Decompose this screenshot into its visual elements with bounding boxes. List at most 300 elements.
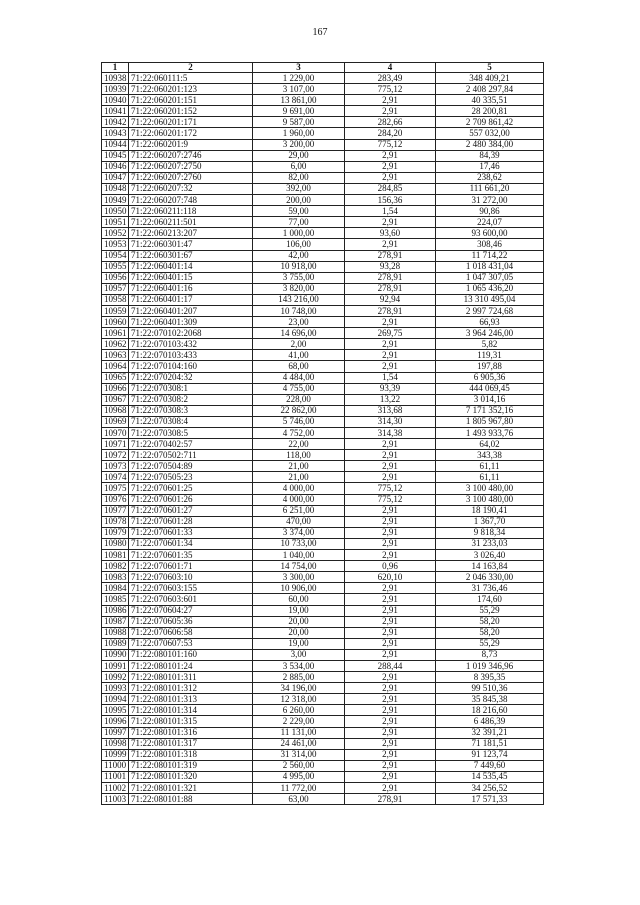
table-row <box>102 594 544 605</box>
cadastral-number-cell: 71:22:070601:33 <box>129 527 253 538</box>
area-cell: 77,00 <box>253 217 345 228</box>
area-cell: 21,00 <box>253 461 345 472</box>
table-row <box>102 206 544 217</box>
rate-cell: 2,91 <box>345 738 436 749</box>
row-number-cell: 10996 <box>102 716 129 727</box>
cadastral-number-cell: 71:22:060301:67 <box>129 250 253 261</box>
cadastral-number-cell: 71:22:070601:28 <box>129 516 253 527</box>
value-cell: 55,29 <box>436 638 544 649</box>
row-number-cell: 10980 <box>102 538 129 549</box>
value-cell: 61,11 <box>436 461 544 472</box>
row-number-cell: 10948 <box>102 183 129 194</box>
area-cell: 19,00 <box>253 605 345 616</box>
table-row <box>102 627 544 638</box>
table-row <box>102 405 544 416</box>
table-row <box>102 649 544 660</box>
area-cell: 10 733,00 <box>253 538 345 549</box>
table-row <box>102 705 544 716</box>
cadastral-number-cell: 71:22:070603:601 <box>129 594 253 605</box>
rate-cell: 775,12 <box>345 494 436 505</box>
rate-cell: 2,91 <box>345 594 436 605</box>
table-row <box>102 95 544 106</box>
cadastral-number-cell: 71:22:070308:3 <box>129 405 253 416</box>
column-header-4: 4 <box>345 63 436 73</box>
rate-cell: 1,54 <box>345 206 436 217</box>
table-row <box>102 660 544 671</box>
area-cell: 23,00 <box>253 317 345 328</box>
cadastral-number-cell: 71:22:060207:2746 <box>129 150 253 161</box>
area-cell: 3,00 <box>253 649 345 660</box>
area-cell: 10 906,00 <box>253 583 345 594</box>
value-cell: 7 449,60 <box>436 760 544 771</box>
row-number-cell: 10946 <box>102 161 129 172</box>
rate-cell: 2,91 <box>345 172 436 183</box>
table-row <box>102 472 544 483</box>
rate-cell: 2,91 <box>345 672 436 683</box>
rate-cell: 288,44 <box>345 660 436 671</box>
table-row <box>102 760 544 771</box>
table-row <box>102 272 544 283</box>
table-row <box>102 505 544 516</box>
value-cell: 3 964 246,00 <box>436 328 544 339</box>
cadastral-number-cell: 71:22:070308:2 <box>129 394 253 405</box>
rate-cell: 620,10 <box>345 572 436 583</box>
value-cell: 64,02 <box>436 439 544 450</box>
row-number-cell: 10990 <box>102 649 129 660</box>
cadastral-number-cell: 71:22:080101:24 <box>129 660 253 671</box>
area-cell: 20,00 <box>253 616 345 627</box>
table-row <box>102 139 544 150</box>
cadastral-number-cell: 71:22:070603:10 <box>129 572 253 583</box>
table-row <box>102 161 544 172</box>
table-body <box>102 73 544 805</box>
table-row <box>102 428 544 439</box>
row-number-cell: 10975 <box>102 483 129 494</box>
column-header-1: 1 <box>102 63 129 73</box>
value-cell: 308,46 <box>436 239 544 250</box>
table-row <box>102 638 544 649</box>
cadastral-number-cell: 71:22:070502:711 <box>129 450 253 461</box>
area-cell: 143 216,00 <box>253 294 345 305</box>
value-cell: 71 181,51 <box>436 738 544 749</box>
cadastral-number-cell: 71:22:060401:15 <box>129 272 253 283</box>
value-cell: 2 709 861,42 <box>436 117 544 128</box>
value-cell: 7 171 352,16 <box>436 405 544 416</box>
table-row <box>102 117 544 128</box>
table-row <box>102 439 544 450</box>
row-number-cell: 10961 <box>102 328 129 339</box>
table-row <box>102 416 544 427</box>
rate-cell: 278,91 <box>345 272 436 283</box>
table-row <box>102 783 544 794</box>
table-row <box>102 328 544 339</box>
table-row <box>102 228 544 239</box>
row-number-cell: 10977 <box>102 505 129 516</box>
rate-cell: 2,91 <box>345 727 436 738</box>
cadastral-number-cell: 71:22:070601:26 <box>129 494 253 505</box>
area-cell: 392,00 <box>253 183 345 194</box>
rate-cell: 282,66 <box>345 117 436 128</box>
value-cell: 90,86 <box>436 206 544 217</box>
row-number-cell: 10988 <box>102 627 129 638</box>
row-number-cell: 10958 <box>102 294 129 305</box>
cadastral-number-cell: 71:22:080101:316 <box>129 727 253 738</box>
value-cell: 1 805 967,80 <box>436 416 544 427</box>
value-cell: 1 019 346,96 <box>436 660 544 671</box>
cadastral-number-cell: 71:22:060201:151 <box>129 95 253 106</box>
cadastral-number-cell: 71:22:060213:207 <box>129 228 253 239</box>
row-number-cell: 10947 <box>102 172 129 183</box>
row-number-cell: 10991 <box>102 660 129 671</box>
value-cell: 3 100 480,00 <box>436 483 544 494</box>
row-number-cell: 10965 <box>102 372 129 383</box>
table-row <box>102 172 544 183</box>
value-cell: 444 069,45 <box>436 383 544 394</box>
value-cell: 55,29 <box>436 605 544 616</box>
data-table <box>101 62 544 805</box>
cadastral-number-cell: 71:22:060207:748 <box>129 195 253 206</box>
table-row <box>102 195 544 206</box>
area-cell: 106,00 <box>253 239 345 250</box>
value-cell: 99 510,36 <box>436 683 544 694</box>
row-number-cell: 10954 <box>102 250 129 261</box>
value-cell: 224,07 <box>436 217 544 228</box>
value-cell: 14 163,84 <box>436 561 544 572</box>
rate-cell: 2,91 <box>345 239 436 250</box>
table-row <box>102 317 544 328</box>
rate-cell: 314,30 <box>345 416 436 427</box>
area-cell: 11 131,00 <box>253 727 345 738</box>
row-number-cell: 10969 <box>102 416 129 427</box>
area-cell: 1 000,00 <box>253 228 345 239</box>
rate-cell: 2,91 <box>345 705 436 716</box>
table-row <box>102 794 544 805</box>
column-header-2: 2 <box>129 63 253 73</box>
area-cell: 34 196,00 <box>253 683 345 694</box>
rate-cell: 278,91 <box>345 250 436 261</box>
table-row <box>102 128 544 139</box>
table-row <box>102 516 544 527</box>
value-cell: 61,11 <box>436 472 544 483</box>
cadastral-number-cell: 71:22:060207:2750 <box>129 161 253 172</box>
table-row <box>102 239 544 250</box>
row-number-cell: 10955 <box>102 261 129 272</box>
value-cell: 13 310 495,04 <box>436 294 544 305</box>
table-row <box>102 771 544 782</box>
rate-cell: 313,68 <box>345 405 436 416</box>
area-cell: 20,00 <box>253 627 345 638</box>
area-cell: 21,00 <box>253 472 345 483</box>
area-cell: 4 752,00 <box>253 428 345 439</box>
rate-cell: 278,91 <box>345 305 436 316</box>
area-cell: 12 318,00 <box>253 694 345 705</box>
area-cell: 9 691,00 <box>253 106 345 117</box>
cadastral-number-cell: 71:22:070104:160 <box>129 361 253 372</box>
value-cell: 1 047 307,05 <box>436 272 544 283</box>
row-number-cell: 10979 <box>102 527 129 538</box>
table-row <box>102 672 544 683</box>
table-row <box>102 683 544 694</box>
cadastral-number-cell: 71:22:080101:313 <box>129 694 253 705</box>
area-cell: 13 861,00 <box>253 95 345 106</box>
value-cell: 2 997 724,68 <box>436 305 544 316</box>
area-cell: 29,00 <box>253 150 345 161</box>
value-cell: 8,73 <box>436 649 544 660</box>
table-row <box>102 749 544 760</box>
value-cell: 2 046 330,00 <box>436 572 544 583</box>
row-number-cell: 10963 <box>102 350 129 361</box>
rate-cell: 2,91 <box>345 472 436 483</box>
rate-cell: 2,91 <box>345 150 436 161</box>
cadastral-number-cell: 71:22:080101:88 <box>129 794 253 805</box>
value-cell: 3 026,40 <box>436 550 544 561</box>
row-number-cell: 10978 <box>102 516 129 527</box>
cadastral-number-cell: 71:22:070601:27 <box>129 505 253 516</box>
rate-cell: 2,91 <box>345 583 436 594</box>
cadastral-number-cell: 71:22:070103:432 <box>129 339 253 350</box>
cadastral-number-cell: 71:22:070605:36 <box>129 616 253 627</box>
value-cell: 58,20 <box>436 616 544 627</box>
rate-cell: 2,91 <box>345 106 436 117</box>
cadastral-number-cell: 71:22:080101:311 <box>129 672 253 683</box>
cadastral-number-cell: 71:22:070308:1 <box>129 383 253 394</box>
table-row <box>102 73 544 84</box>
table-row <box>102 261 544 272</box>
table-row <box>102 150 544 161</box>
row-number-cell: 10995 <box>102 705 129 716</box>
area-cell: 1 960,00 <box>253 128 345 139</box>
table-row <box>102 716 544 727</box>
cadastral-number-cell: 71:22:070601:35 <box>129 550 253 561</box>
row-number-cell: 11003 <box>102 794 129 805</box>
row-number-cell: 10998 <box>102 738 129 749</box>
row-number-cell: 10968 <box>102 405 129 416</box>
area-cell: 2 229,00 <box>253 716 345 727</box>
table-row <box>102 372 544 383</box>
cadastral-number-cell: 71:22:060201:172 <box>129 128 253 139</box>
rate-cell: 2,91 <box>345 450 436 461</box>
area-cell: 6 260,00 <box>253 705 345 716</box>
cadastral-number-cell: 71:22:080101:318 <box>129 749 253 760</box>
table-row <box>102 84 544 95</box>
value-cell: 6 486,39 <box>436 716 544 727</box>
rate-cell: 2,91 <box>345 694 436 705</box>
cadastral-number-cell: 71:22:060111:5 <box>129 73 253 84</box>
cadastral-number-cell: 71:22:060207:32 <box>129 183 253 194</box>
rate-cell: 93,28 <box>345 261 436 272</box>
row-number-cell: 10959 <box>102 305 129 316</box>
rate-cell: 2,91 <box>345 217 436 228</box>
value-cell: 84,39 <box>436 150 544 161</box>
area-cell: 22,00 <box>253 439 345 450</box>
cadastral-number-cell: 71:22:060401:309 <box>129 317 253 328</box>
row-number-cell: 10983 <box>102 572 129 583</box>
row-number-cell: 11001 <box>102 771 129 782</box>
rate-cell: 2,91 <box>345 760 436 771</box>
area-cell: 24 461,00 <box>253 738 345 749</box>
row-number-cell: 10986 <box>102 605 129 616</box>
rate-cell: 2,91 <box>345 616 436 627</box>
row-number-cell: 10982 <box>102 561 129 572</box>
rate-cell: 2,91 <box>345 361 436 372</box>
cadastral-number-cell: 71:22:060401:14 <box>129 261 253 272</box>
table-row <box>102 305 544 316</box>
value-cell: 31 736,46 <box>436 583 544 594</box>
cadastral-number-cell: 71:22:080101:317 <box>129 738 253 749</box>
value-cell: 40 335,51 <box>436 95 544 106</box>
area-cell: 10 748,00 <box>253 305 345 316</box>
table-row <box>102 494 544 505</box>
row-number-cell: 10945 <box>102 150 129 161</box>
row-number-cell: 10950 <box>102 206 129 217</box>
area-cell: 2,00 <box>253 339 345 350</box>
area-cell: 60,00 <box>253 594 345 605</box>
cadastral-number-cell: 71:22:070601:71 <box>129 561 253 572</box>
value-cell: 111 661,20 <box>436 183 544 194</box>
table-row <box>102 394 544 405</box>
page-number: 167 <box>312 27 328 38</box>
area-cell: 9 587,00 <box>253 117 345 128</box>
table-row <box>102 583 544 594</box>
row-number-cell: 10993 <box>102 683 129 694</box>
cadastral-number-cell: 71:22:070504:89 <box>129 461 253 472</box>
row-number-cell: 10960 <box>102 317 129 328</box>
cadastral-number-cell: 71:22:080101:319 <box>129 760 253 771</box>
area-cell: 3 534,00 <box>253 660 345 671</box>
cadastral-number-cell: 71:22:070102:2068 <box>129 328 253 339</box>
cadastral-number-cell: 71:22:080101:320 <box>129 771 253 782</box>
table-row <box>102 727 544 738</box>
area-cell: 14 754,00 <box>253 561 345 572</box>
table-row <box>102 250 544 261</box>
area-cell: 4 484,00 <box>253 372 345 383</box>
value-cell: 18 190,41 <box>436 505 544 516</box>
row-number-cell: 10999 <box>102 749 129 760</box>
cadastral-number-cell: 71:22:070402:57 <box>129 439 253 450</box>
area-cell: 63,00 <box>253 794 345 805</box>
value-cell: 14 535,45 <box>436 771 544 782</box>
value-cell: 1 493 933,76 <box>436 428 544 439</box>
row-number-cell: 10942 <box>102 117 129 128</box>
area-cell: 31 314,00 <box>253 749 345 760</box>
cadastral-number-cell: 71:22:060207:2760 <box>129 172 253 183</box>
area-cell: 68,00 <box>253 361 345 372</box>
row-number-cell: 10973 <box>102 461 129 472</box>
row-number-cell: 10966 <box>102 383 129 394</box>
value-cell: 174,60 <box>436 594 544 605</box>
row-number-cell: 10962 <box>102 339 129 350</box>
table-row <box>102 616 544 627</box>
row-number-cell: 10953 <box>102 239 129 250</box>
table-row <box>102 106 544 117</box>
row-number-cell: 10944 <box>102 139 129 150</box>
area-cell: 59,00 <box>253 206 345 217</box>
cadastral-number-cell: 71:22:070103:433 <box>129 350 253 361</box>
rate-cell: 2,91 <box>345 550 436 561</box>
cadastral-number-cell: 71:22:060401:17 <box>129 294 253 305</box>
area-cell: 2 560,00 <box>253 760 345 771</box>
cadastral-number-cell: 71:22:070603:155 <box>129 583 253 594</box>
cadastral-number-cell: 71:22:070601:34 <box>129 538 253 549</box>
area-cell: 1 229,00 <box>253 73 345 84</box>
table-row <box>102 450 544 461</box>
row-number-cell: 10994 <box>102 694 129 705</box>
area-cell: 22 862,00 <box>253 405 345 416</box>
cadastral-number-cell: 71:22:060201:123 <box>129 84 253 95</box>
rate-cell: 284,85 <box>345 183 436 194</box>
value-cell: 93 600,00 <box>436 228 544 239</box>
area-cell: 3 820,00 <box>253 283 345 294</box>
rate-cell: 2,91 <box>345 505 436 516</box>
table-row <box>102 738 544 749</box>
cadastral-number-cell: 71:22:060301:47 <box>129 239 253 250</box>
area-cell: 3 755,00 <box>253 272 345 283</box>
table-row <box>102 383 544 394</box>
rate-cell: 93,39 <box>345 383 436 394</box>
row-number-cell: 10952 <box>102 228 129 239</box>
rate-cell: 93,60 <box>345 228 436 239</box>
cadastral-number-cell: 71:22:060201:171 <box>129 117 253 128</box>
value-cell: 58,20 <box>436 627 544 638</box>
rate-cell: 2,91 <box>345 683 436 694</box>
area-cell: 4 755,00 <box>253 383 345 394</box>
area-cell: 3 107,00 <box>253 84 345 95</box>
row-number-cell: 11002 <box>102 783 129 794</box>
value-cell: 6 905,36 <box>436 372 544 383</box>
value-cell: 17 571,33 <box>436 794 544 805</box>
rate-cell: 775,12 <box>345 84 436 95</box>
value-cell: 8 395,35 <box>436 672 544 683</box>
table-row <box>102 461 544 472</box>
cadastral-number-cell: 71:22:080101:321 <box>129 783 253 794</box>
cadastral-number-cell: 71:22:060401:207 <box>129 305 253 316</box>
rate-cell: 2,91 <box>345 783 436 794</box>
rate-cell: 1,54 <box>345 372 436 383</box>
table-row <box>102 605 544 616</box>
value-cell: 31 233,03 <box>436 538 544 549</box>
rate-cell: 2,91 <box>345 95 436 106</box>
area-cell: 470,00 <box>253 516 345 527</box>
table-row <box>102 361 544 372</box>
cadastral-number-cell: 71:22:080101:160 <box>129 649 253 660</box>
column-header-5: 5 <box>436 63 544 73</box>
rate-cell: 278,91 <box>345 283 436 294</box>
cadastral-number-cell: 71:22:060401:16 <box>129 283 253 294</box>
value-cell: 3 014,16 <box>436 394 544 405</box>
value-cell: 66,93 <box>436 317 544 328</box>
rate-cell: 2,91 <box>345 771 436 782</box>
cadastral-number-cell: 71:22:070607:53 <box>129 638 253 649</box>
value-cell: 35 845,38 <box>436 694 544 705</box>
area-cell: 1 040,00 <box>253 550 345 561</box>
row-number-cell: 10984 <box>102 583 129 594</box>
cadastral-number-cell: 71:22:060201:152 <box>129 106 253 117</box>
rate-cell: 2,91 <box>345 716 436 727</box>
value-cell: 2 480 384,00 <box>436 139 544 150</box>
rate-cell: 2,91 <box>345 317 436 328</box>
rate-cell: 156,36 <box>345 195 436 206</box>
area-cell: 11 772,00 <box>253 783 345 794</box>
cadastral-number-cell: 71:22:070308:5 <box>129 428 253 439</box>
rate-cell: 2,91 <box>345 339 436 350</box>
rate-cell: 2,91 <box>345 649 436 660</box>
value-cell: 31 272,00 <box>436 195 544 206</box>
row-number-cell: 10987 <box>102 616 129 627</box>
value-cell: 17,46 <box>436 161 544 172</box>
value-cell: 197,88 <box>436 361 544 372</box>
value-cell: 343,38 <box>436 450 544 461</box>
value-cell: 238,62 <box>436 172 544 183</box>
